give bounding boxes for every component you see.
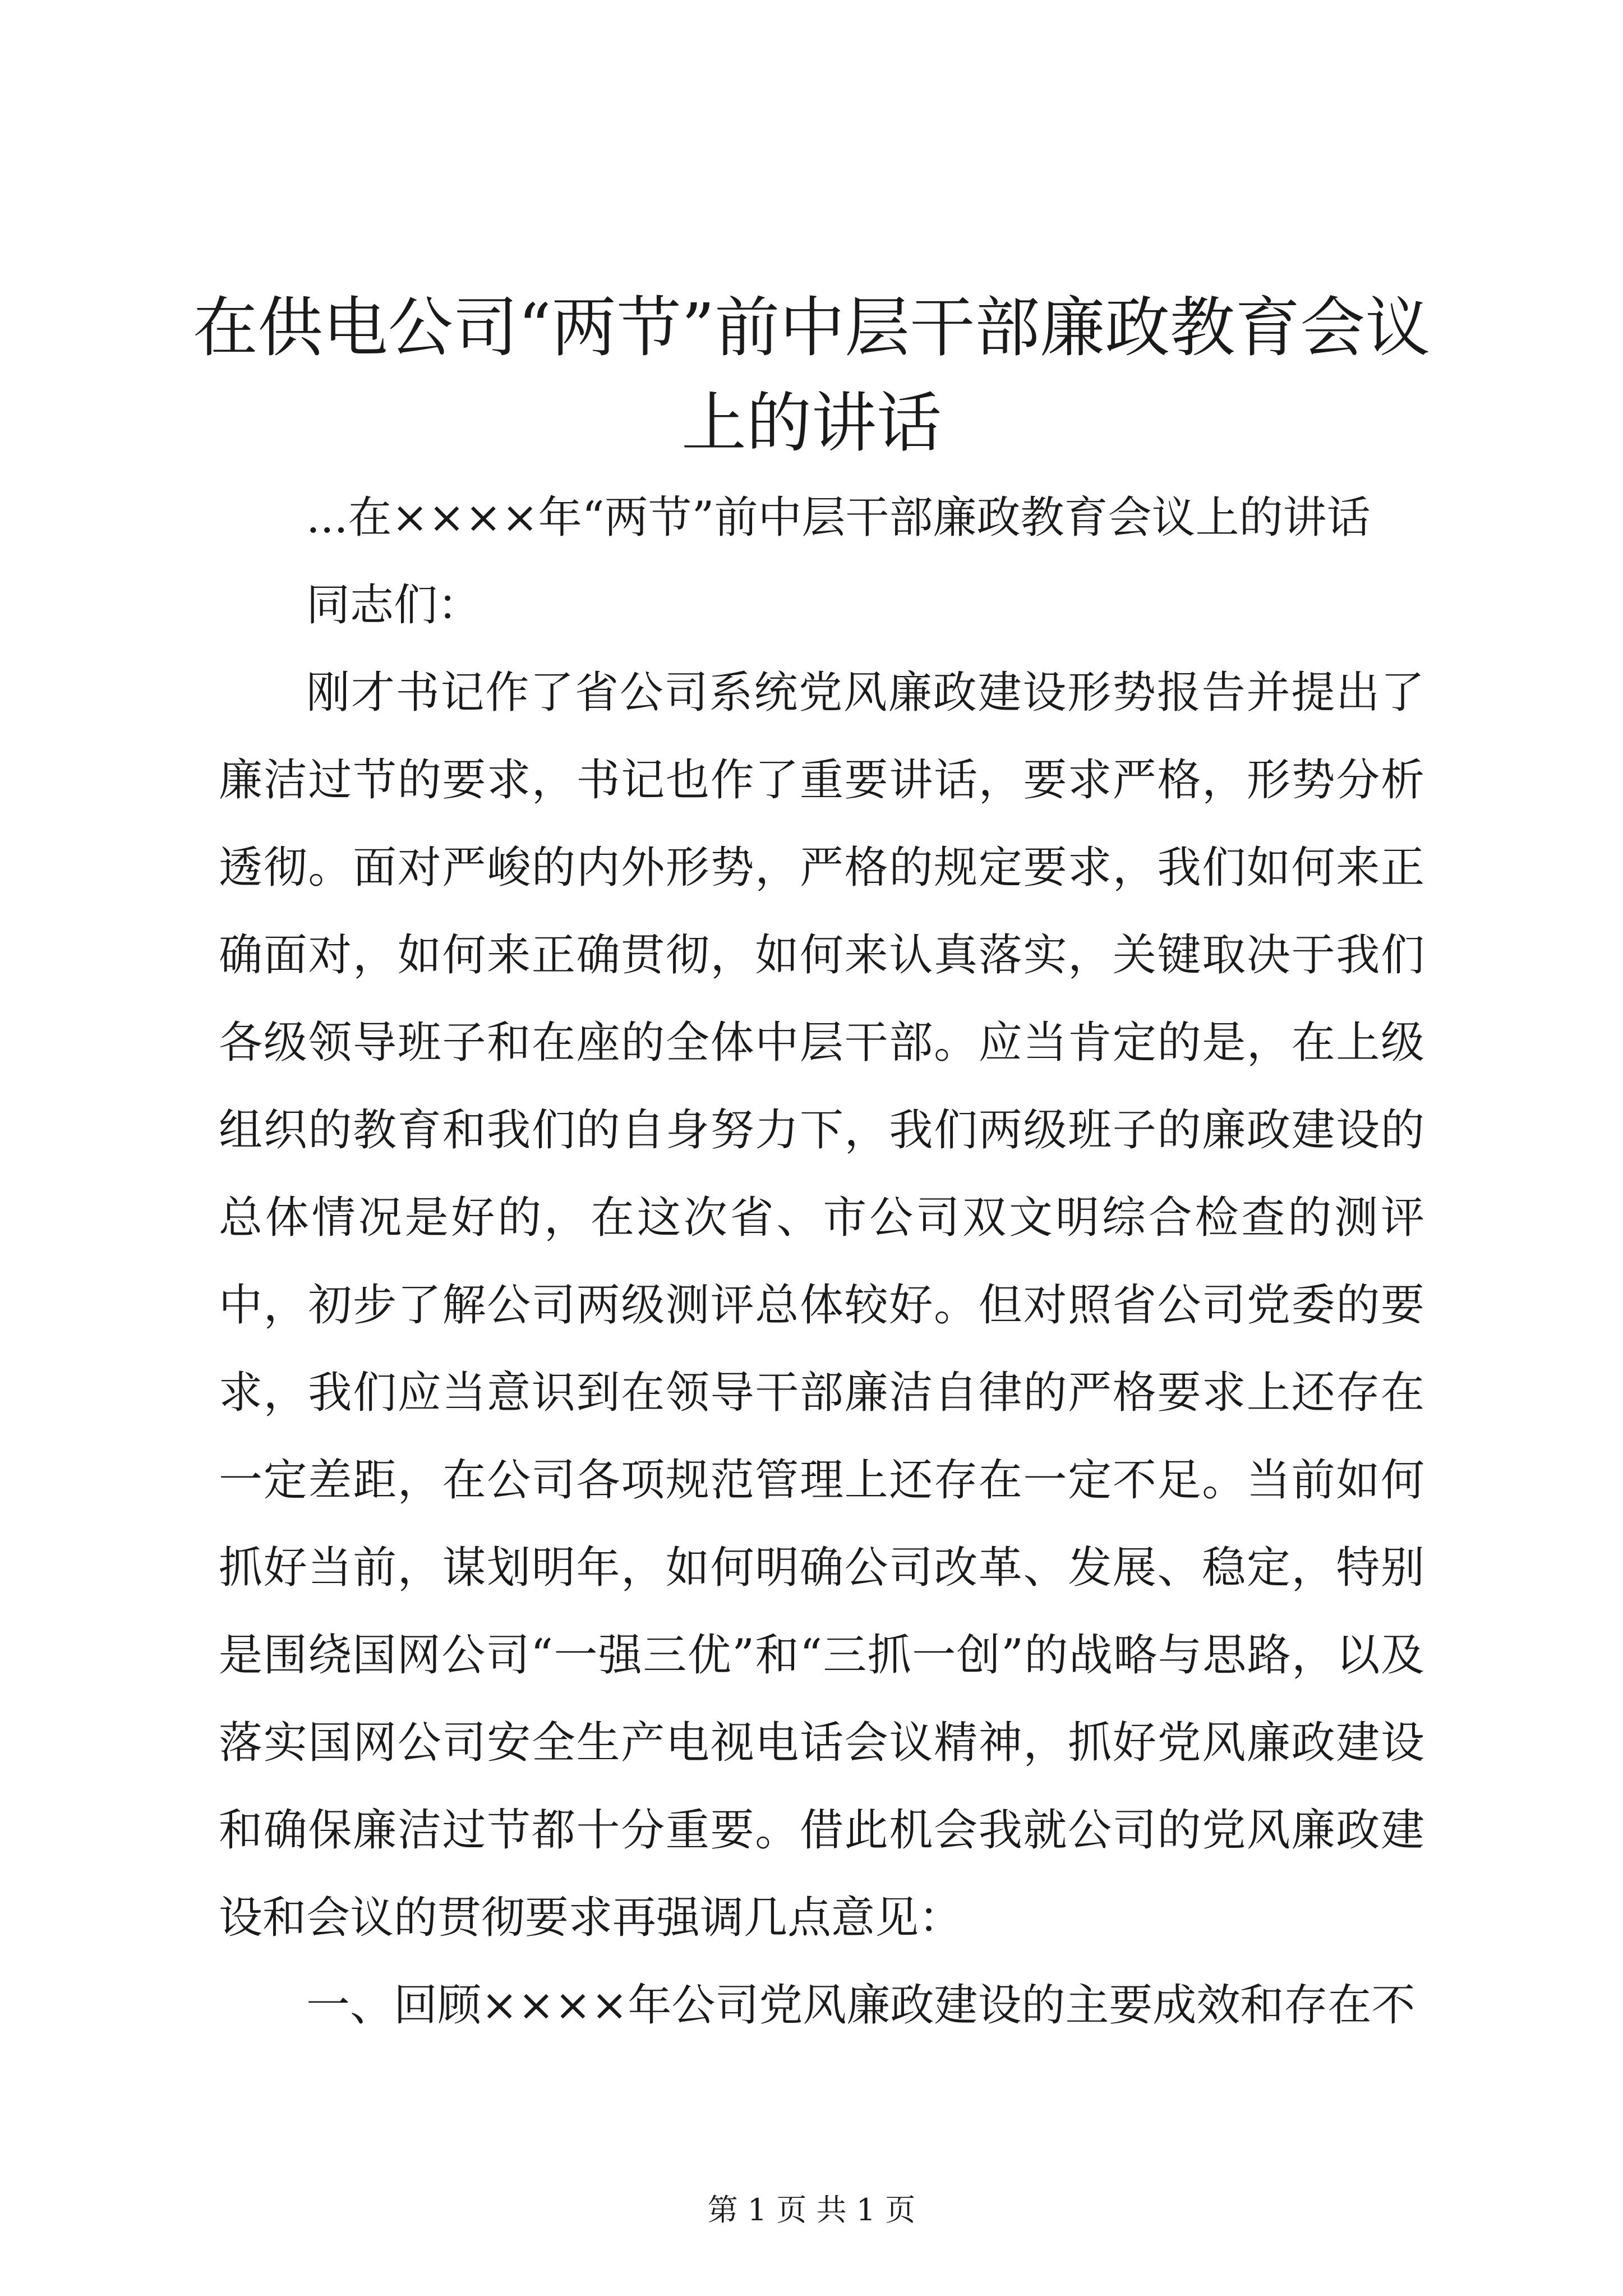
document-body [219, 474, 1424, 2049]
salutation-paragraph: 同志们： [306, 580, 482, 631]
subtitle-paragraph: ...在××××年“两节”前中层干部廉政教育会议上的讲话 [306, 493, 1371, 543]
page-footer: 第 1 页 共 1 页 [707, 2192, 916, 2228]
body-paragraph: 刚才书记作了省公司系统党风廉政建设形势报告并提出了廉洁过节的要求，书记也作了重要讲话，要求严格，形势分析透彻。面对严峻的内外形势，严格的规定要求，我们如何来正确面对，如何来正确贯彻，如何来认真落实，关键取决于我们各级领导班子和在座的全体中层干部。应当肯定的是，在上级组织的教育和我们的自身努力下，我们两级班子的廉政建设的总体情况是好的，在这次省、市公司双文明综合检查的测评中，初步了解公司两级测评总体较好。但对照省公司党委的要求，我们应当意识到在领导干部廉洁自律的严格要求上还存在一定差距，在公司各项规范管理上还存在一定不足。当前如何抓好当前，谋划明年，如何明确公司改革、发展、稳定，特别是围绕国网公司“一强三优”和“三抓一创”的战略与思路，以及落实国网公司安全生产电视电话会议精神，抓好党风廉政建设和确保廉洁过节都十分重要。借此机会我就公司的党风廉政建设和会议的贯彻要求再强调几点意见： [219, 668, 1424, 1943]
section-heading-paragraph: 一、回顾××××年公司党风廉政建设的主要成效和存在不 [306, 1980, 1415, 2031]
document-title: 在供电公司“两节”前中层干部廉政教育会议上的讲话 [192, 290, 1431, 461]
